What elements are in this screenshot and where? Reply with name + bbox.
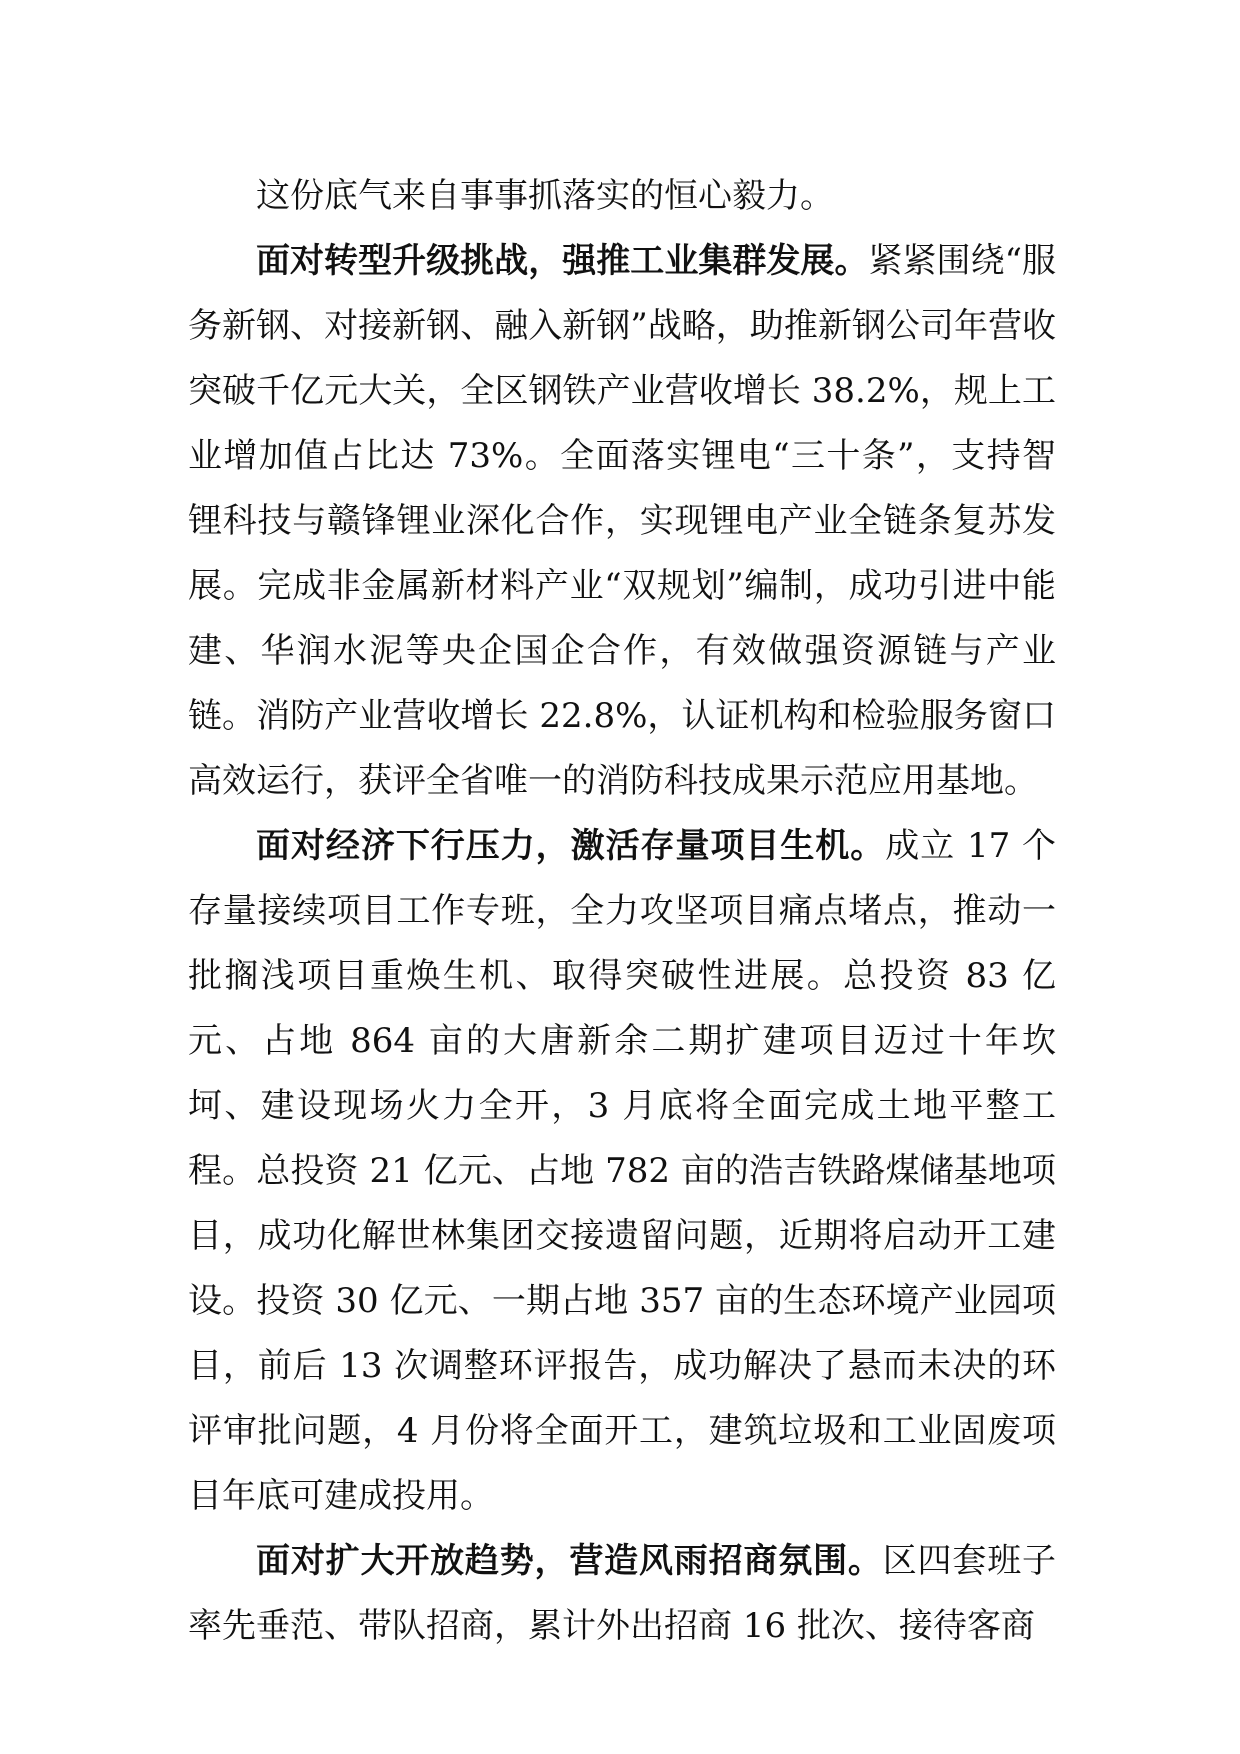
paragraph-heading: 面对扩大开放趋势，营造风雨招商氛围。 [256, 1541, 883, 1581]
paragraph-heading: 面对转型升级挑战，强推工业集群发展。 [256, 241, 869, 281]
document-body [188, 164, 1056, 1659]
paragraph-heading: 面对经济下行压力，激活存量项目生机。 [256, 826, 886, 866]
paragraph-stock-projects [188, 814, 1056, 1529]
paragraph-industry-cluster [188, 229, 1056, 814]
paragraph-text: 紧紧围绕“服务新钢、对接新钢、融入新钢”战略，助推新钢公司年营收突破千亿元大关，全区钢铁产业营收增长 38.2%，规上工业增加值占比达 73%。全面落实锂电“三十条”，支持智锂科技与赣锋锂业深化合作，实现锂电产业全链条复苏发展。完成非金属新材料产业“双规划”编制，成功引进中能建、华润水泥等央企国企合作，有效做强资源链与产业链。消防产业营收增长 22.8%，认证机构和检验服务窗口高效运行，获评全省唯一的消防科技成果示范应用基地。 [188, 241, 1056, 801]
paragraph-text: 成立 17 个存量接续项目工作专班，全力攻坚项目痛点堵点，推动一批搁浅项目重焕生机、取得突破性进展。总投资 83 亿元、占地 864 亩的大唐新余二期扩建项目迈过十年坎坷、建设现场火力全开，3 月底将全面完成土地平整工程。总投资 21 亿元、占地 782 亩的浩吉铁路煤储基地项目，成功化解世林集团交接遗留问题，近期将启动开工建设。投资 30 亿元、一期占地 357 亩的生态环境产业园项目，前后 13 次调整环评报告，成功解决了悬而未决的环评审批问题，4 月份将全面开工，建筑垃圾和工业固废项目年底可建成投用。 [188, 826, 1056, 1516]
paragraph-text: 这份底气来自事事抓落实的恒心毅力。 [256, 176, 834, 216]
paragraph-intro [188, 164, 1056, 229]
paragraph-investment-promotion [188, 1529, 1056, 1659]
paragraph-text: 区四套班子率先垂范、带队招商，累计外出招商 16 批次、接待客商 [188, 1541, 1057, 1646]
